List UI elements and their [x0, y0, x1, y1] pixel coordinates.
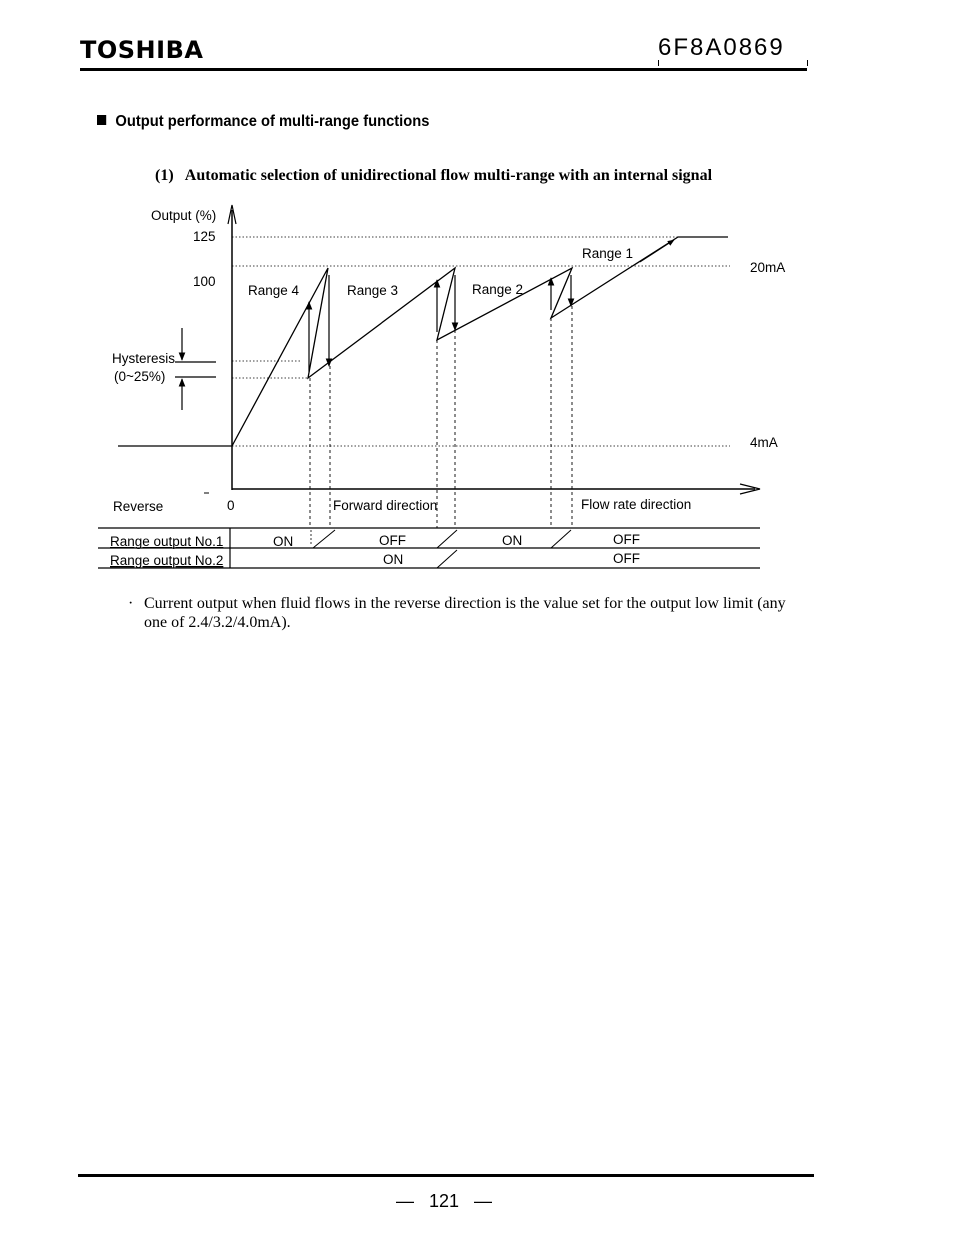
table-row1-transition-3	[551, 530, 571, 548]
range-output-1-state-4: OFF	[613, 532, 640, 547]
range-output-2-state-2: OFF	[613, 551, 640, 566]
tick-100: 100	[193, 274, 216, 289]
range-2-label: Range 2	[472, 282, 524, 297]
range1-arrow	[640, 240, 674, 262]
range-1-label: Range 1	[582, 246, 634, 261]
company-logo-text: TOSHIBA	[80, 36, 204, 64]
range-output-table	[98, 528, 760, 568]
label-4ma: 4mA	[750, 435, 778, 450]
note-text: Current output when fluid flows in the reverse direction is the value set for the output low limit (any one of 2.4/3.2/4.0mA).	[144, 595, 786, 631]
range-3-label: Range 3	[347, 283, 399, 298]
range-output-1-state-2: OFF	[379, 533, 406, 548]
y-axis-label: Output (%)	[151, 208, 217, 223]
hysteresis-range-label: (0~25%)	[114, 369, 166, 384]
range-output-1-state-3: ON	[502, 533, 523, 548]
label-20ma: 20mA	[750, 260, 786, 275]
range-output-1-label: Range output No.1	[110, 534, 224, 549]
range-4-label: Range 4	[248, 283, 300, 298]
table-row1-transition-1	[313, 530, 335, 548]
note-bullet: ·	[128, 595, 134, 612]
output-curve	[232, 237, 728, 446]
reverse-flow-note	[128, 594, 808, 632]
multi-range-output-diagram	[0, 0, 954, 600]
table-row1-transition-2	[437, 530, 457, 548]
range-output-2-label: Range output No.2	[110, 553, 224, 568]
range-output-1-state-1: ON	[273, 534, 294, 549]
reverse-label: Reverse	[113, 499, 164, 514]
hysteresis-label: Hysteresis	[112, 351, 176, 366]
flow-rate-direction-label: Flow rate direction	[581, 497, 692, 512]
range-output-2-state-1: ON	[383, 552, 404, 567]
subsection-title: Automatic selection of unidirectional flow multi-range with an internal signal	[184, 167, 713, 184]
section-title: Output performance of multi-range functions	[115, 113, 430, 130]
page-number: — 121 —	[396, 1191, 493, 1211]
table-row2-transition	[437, 550, 457, 568]
footer-rule	[78, 1174, 814, 1177]
zero-label: 0	[227, 498, 235, 513]
subsection-number: (1)	[155, 167, 174, 184]
forward-direction-label: Forward direction	[333, 498, 438, 513]
tick-125: 125	[193, 229, 216, 244]
document-number: 6F8A0869	[658, 34, 785, 61]
